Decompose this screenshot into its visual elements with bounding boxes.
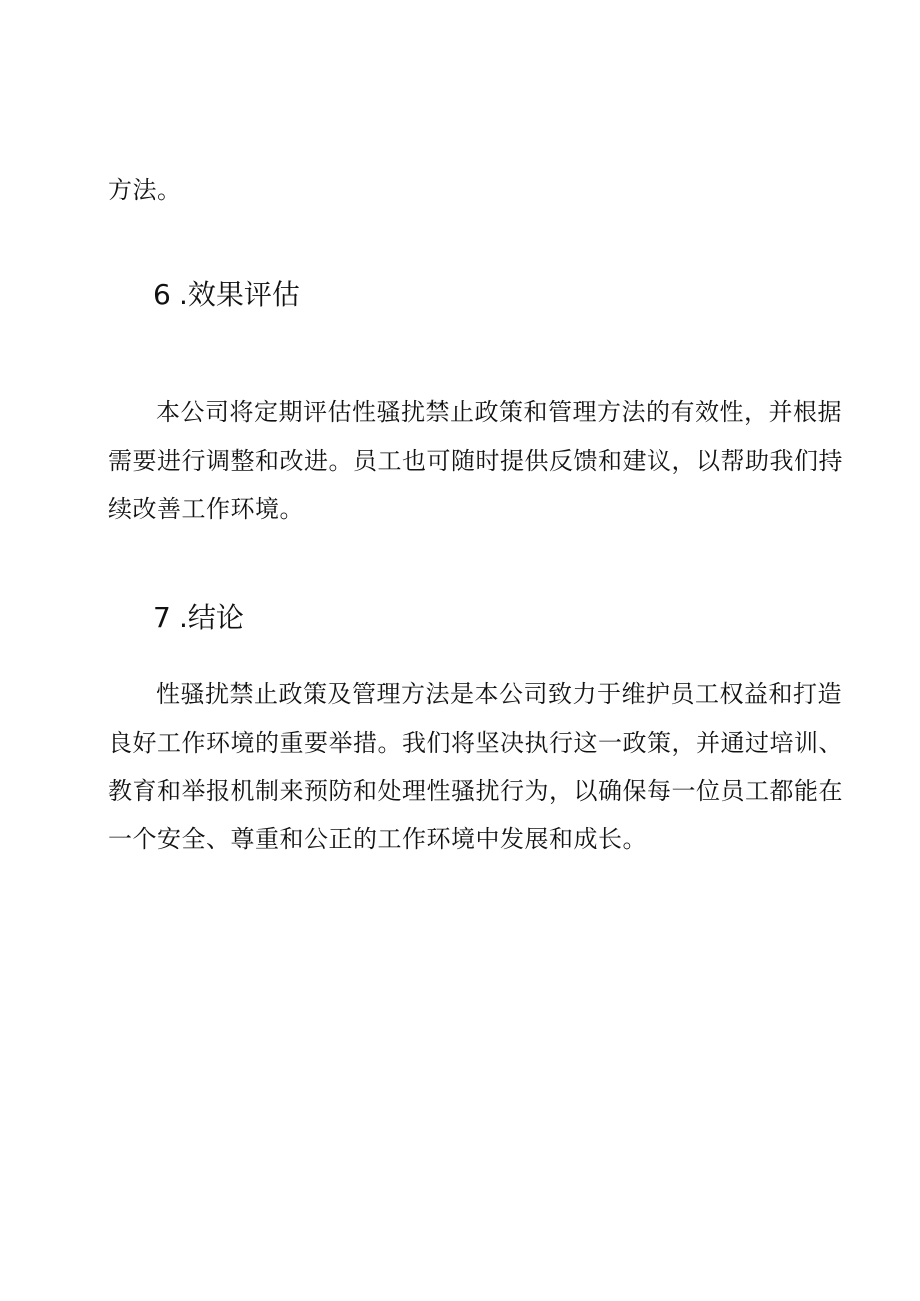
paragraph-line: 良好工作环境的重要举措。我们将坚决执行这一政策，并通过培训、 (108, 729, 843, 757)
paragraph-line: 教育和举报机制来预防和处理性骚扰行为，以确保每一位员工都能在 (108, 777, 843, 805)
section-title: .结论 (179, 601, 244, 634)
paragraph-line: 续改善工作环境。 (108, 495, 304, 523)
section-title: .效果评估 (179, 278, 300, 311)
paragraph-line: 性骚扰禁止政策及管理方法是本公司致力于维护员工权益和打造 (156, 680, 842, 708)
paragraph-tail-line: 方法。 (108, 176, 182, 204)
section-number: 6 (153, 278, 171, 311)
section-heading-evaluation (153, 278, 300, 311)
section-number: 7 (153, 601, 171, 634)
section-heading-conclusion (153, 601, 244, 634)
paragraph-line: 本公司将定期评估性骚扰禁止政策和管理方法的有效性，并根据 (156, 398, 842, 426)
paragraph-line: 一个安全、尊重和公正的工作环境中发展和成长。 (108, 825, 647, 853)
paragraph-line: 需要进行调整和改进。员工也可随时提供反馈和建议，以帮助我们持 (108, 447, 843, 475)
